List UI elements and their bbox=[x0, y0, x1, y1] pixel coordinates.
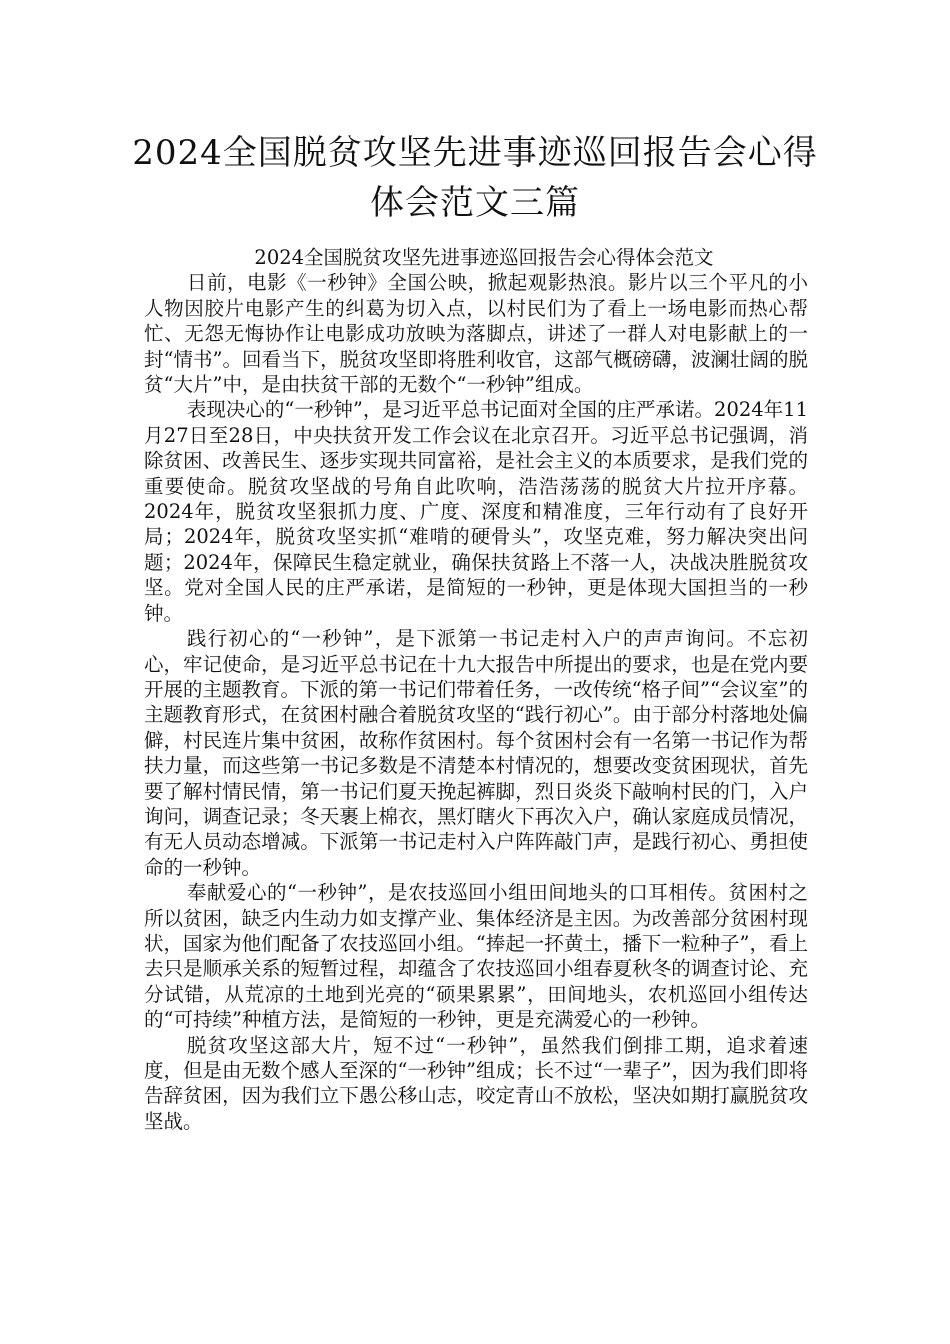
document-title: 2024全国脱贫攻坚先进事迹巡回报告会心得体会范文三篇 bbox=[132, 133, 818, 223]
paragraph-conclusion: 脱贫攻坚这部大片，短不过“一秒钟”，虽然我们倒排工期，追求着速度，但是由无数个感人至深的“一秒钟”组成；长不过“一辈子”，因为我们即将告辞贫困，因为我们立下愚公移山志，咬定青山不放松，坚决如期打赢脱贫攻坚战。 bbox=[144, 1033, 808, 1133]
paragraph-original-aspiration: 践行初心的“一秒钟”，是下派第一书记走村入户的声声询问。不忘初心，牢记使命，是习近平总书记在十九大报告中所提出的要求，也是在党内要开展的主题教育。下派的第一书记们带着任务，一改传统“格子间”“会议室”的主题教育形式，在贫困村融合着脱贫攻坚的“践行初心”。由于部分村落地处偏僻，村民连片集中贫困，故称作贫困村。每个贫困村会有一名第一书记作为帮扶力量，而这些第一书记多数是不清楚本村情况的，想要改变贫困现状，首先要了解村情民情，第一书记们夏天挽起裤脚，烈日炎炎下敲响村民的门，入户询问，调查记录；冬天裹上棉衣，黑灯瞎火下再次入户，确认家庭成员情况，有无人员动态增减。下派第一书记走村入户阵阵敲门声，是践行初心、勇担使命的一秒钟。 bbox=[144, 627, 808, 879]
section-subtitle: 2024全国脱贫攻坚先进事迹巡回报告会心得体会范文 bbox=[254, 246, 714, 269]
document-body bbox=[144, 245, 808, 1134]
paragraph-determination: 表现决心的“一秒钟”，是习近平总书记面对全国的庄严承诺。2024年11月27日至28日，中央扶贫开发工作会议在北京召开。习近平总书记强调，消除贫困、改善民生、逐步实现共同富裕，是社会主义的本质要求，是我们党的重要使命。脱贫攻坚战的号角自此吹响，浩浩荡荡的脱贫大片拉开序幕。2024年，脱贫攻坚狠抓力度、广度、深度和精准度，三年行动有了良好开局；2024年，脱贫攻坚实抓“难啃的硬骨头”，攻坚克难，努力解决突出问题；2024年，保障民生稳定就业，确保扶贫路上不落一人，决战决胜脱贫攻坚。党对全国人民的庄严承诺，是简短的一秒钟，更是体现大国担当的一秒钟。 bbox=[144, 398, 808, 625]
paragraph-dedication: 奉献爱心的“一秒钟”，是农技巡回小组田间地头的口耳相传。贫困村之所以贫困，缺乏内生动力如支撑产业、集体经济是主因。为改善部分贫困村现状，国家为他们配备了农技巡回小组。“捧起一抔黄土，播下一粒种子”，看上去只是顺承关系的短暂过程，却蕴含了农技巡回小组春夏秋冬的调查讨论、充分试错，从荒凉的土地到光亮的“硕果累累”，田间地头，农机巡回小组传达的“可持续”种植方法，是简短的一秒钟，更是充满爱心的一秒钟。 bbox=[144, 881, 808, 1032]
paragraph-intro: 日前，电影《一秒钟》全国公映，掀起观影热浪。影片以三个平凡的小人物因胶片电影产生的纠葛为切入点，以村民们为了看上一场电影而热心帮忙、无怨无悔协作让电影成功放映为落脚点，讲述了一群人对电影献上的一封“情书”。回看当下，脱贫攻坚即将胜利收官，这部气概磅礴，波澜壮阔的脱贫“大片”中，是由扶贫干部的无数个“一秒钟”组成。 bbox=[144, 271, 808, 397]
